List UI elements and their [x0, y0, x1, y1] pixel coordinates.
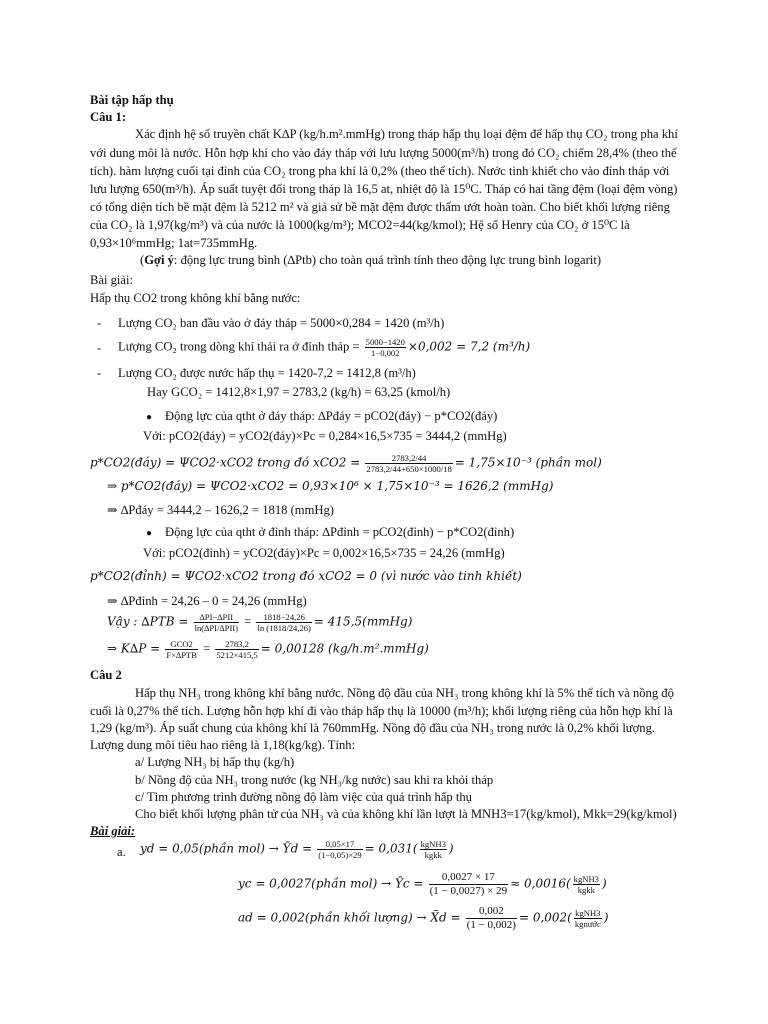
q2-task-a: a/ Lượng NH₃ bị hấp thụ (kg/h)	[135, 755, 295, 769]
formula-xd-fraction	[466, 905, 517, 932]
q1-paragraph-line: với dung môi là nước. Hỗn hợp khí cho vào đáy tháp với lưu lượng 5000(m³/h) trong đó CO₂ chiếm 28,4% (theo thể	[90, 146, 677, 160]
q1-paragraph-line: có tổng diện tích bề mặt đệm là 5212 m² và giả sử bề mặt đệm được thấm ướt hoàn toàn. Cho biết khối lượng riêng	[90, 200, 670, 214]
formula-xd	[238, 905, 608, 932]
bottom-delta-p: ⇒ ∆Pđáy = 3444,2 – 1626,2 = 1818 (mmHg)	[107, 503, 334, 517]
step-exhaust-co2	[118, 337, 530, 358]
q2-paragraph-line: Lượng dung môi tiêu hao riêng là 1,18(kg/kg). Tính:	[90, 738, 356, 752]
hint-text: : động lực trung bình (∆Ptb) cho toàn quá trình tính theo động lực trung bình logarit)	[173, 253, 602, 267]
question-2-heading: Câu 2	[90, 668, 122, 682]
unit-fraction	[420, 839, 447, 860]
q2-paragraph-line: Hấp thụ NH₃ trong không khí bằng nước. Nồng độ đầu của NH₃ trong không khí là 5% thể tích và nồng độ	[135, 686, 674, 700]
formula-xd-text: ad = 0,002(phần khối lượng) → X̄d =	[238, 910, 461, 925]
q1-paragraph-line: Xác định hệ số truyền chất K∆P (kg/h.m².mmHg) trong tháp hấp thụ loại đệm để hấp thụ CO₂ trong pha khí	[135, 127, 678, 141]
fraction-numerator: 0,0027 × 17	[429, 871, 508, 885]
formula-yc	[238, 871, 607, 898]
dot-bullet: ●	[146, 412, 153, 423]
step-absorbed-co2: Lượng CO₂ được nước hấp thụ = 1420-7,2 = 1412,8 (m³/h)	[118, 366, 416, 380]
formula-yd-text: yd = 0,05(phần mol) → Ȳd =	[140, 841, 313, 856]
top-partial-pressure: Với: pCO2(đỉnh) = yCO2(đáy)×Pc = 0,002×16,5×735 = 24,26 (mmHg)	[143, 546, 505, 560]
top-delta-p: ⇒ ∆Pđỉnh = 24,26 – 0 = 24,26 (mmHg)	[107, 594, 307, 608]
step-initial-co2: Lượng CO₂ ban đầu vào ở đáy tháp = 5000×0,284 = 1420 (m³/h)	[118, 316, 445, 330]
fraction-denominator: (1 − 0,0027) × 29	[429, 885, 508, 897]
q2-solution-label: Bài giải:	[90, 824, 136, 838]
fraction-denominator: (1−0,05)×29	[318, 850, 362, 860]
formula-yd-result: = 0,031(	[364, 841, 418, 856]
q2-task-c: c/ Tìm phương trình đường nồng độ làm việc của quá trình hấp thụ	[135, 790, 472, 804]
fraction-denominator: ln(∆PI/∆PII)	[194, 623, 239, 633]
q1-solution-intro: Hấp thụ CO2 trong không khí bằng nước:	[90, 291, 301, 305]
exhaust-co2-fraction	[365, 337, 406, 358]
k-formula-fraction	[165, 639, 198, 660]
k-label: ⇒ K∆P =	[107, 641, 161, 656]
fraction-numerator: kgNH3	[420, 839, 446, 849]
fraction-numerator: 5000−1420	[365, 337, 405, 347]
bottom-partial-pressure: Với: pCO2(đáy) = yCO2(đáy)×Pc = 0,284×16,5×735 = 3444,2 (mmHg)	[143, 429, 507, 443]
fraction-denominator: (1 − 0,002)	[466, 919, 516, 931]
fraction-denominator: ln (1818/24,26)	[257, 623, 311, 633]
formula-yc-result: ≈ 0,0016(	[510, 876, 571, 891]
fraction-denominator: 1−0,002	[371, 348, 400, 358]
equilibrium-bottom-value: ⇒ p*CO2(đáy) = ΨCO2·xCO2 = 0,93×10⁶ × 1,75×10⁻³ = 1626,2 (mmHg)	[107, 479, 554, 493]
equilibrium-top-eq: p*CO2(đỉnh) = ΨCO2·xCO2 trong đó xCO2 = 0 (vì nước vào tinh khiết)	[90, 569, 522, 583]
log-mean-delta-p: Vậy : ∆PTB = $\frac{\text{∆PI−∆PII}}{\text{ln(∆PI/∆PII)}}$ = $\frac{1818-24,26}{\ln (1818/24,26)}$ = 415,5(mmHg)	[107, 612, 413, 633]
unit-fraction	[573, 874, 600, 895]
fraction-numerator: 2783,2	[215, 639, 258, 650]
equilibrium-bottom-eq	[90, 453, 602, 474]
q1-solution-label: Bài giải:	[90, 273, 134, 287]
fraction-numerator: GCO2	[165, 639, 198, 650]
log-mean-value-fraction	[256, 612, 311, 633]
formula-xd-result: = 0,002(	[518, 910, 572, 925]
formula-yd-fraction	[317, 839, 362, 860]
bottom-driving-force: Động lực của qtht ở đáy tháp: ∆Pđáy = pCO2(đáy) − p*CO2(đáy)	[165, 409, 498, 423]
hint-label: Gợi ý	[144, 253, 174, 267]
fraction-denominator: kgkk	[577, 885, 595, 895]
log-mean-result: = 415,5(mmHg)	[313, 614, 413, 629]
q2-task-b: b/ Nồng độ của NH₃ trong nước (kg NH₃/kg nước) sau khi ra khỏi tháp	[135, 773, 494, 787]
formula-yd	[140, 839, 454, 860]
fraction-numerator: 1818−24,26	[256, 612, 311, 623]
step-gco2: Hay GCO₂ = 1412,8×1,97 = 2783,2 (kg/h) = 63,25 (kmol/h)	[147, 385, 451, 399]
q1-paragraph-line: của CO₂ là 1,97(kg/m³) và của nước là 1000(kg/m³); MCO2=44(kg/kmol); Hệ số Henry của CO₂ ở 15⁰C là	[90, 218, 630, 232]
top-driving-force: Động lực của qtht ở đỉnh tháp: ∆Pđỉnh = pCO2(đỉnh) − p*CO2(đỉnh)	[165, 525, 515, 539]
mole-fraction-result: = 1,75×10⁻³ (phần mol)	[454, 455, 602, 470]
dash-bullet: -	[97, 316, 102, 330]
closing-paren: )	[448, 841, 454, 856]
k-result: = 0,00128 (kg/h.m².mmHg)	[260, 641, 429, 656]
fraction-numerator: 0,05×17	[317, 839, 362, 850]
fraction-denominator: 2783,2/44+650×1000/18	[366, 464, 452, 474]
equilibrium-bottom-text: p*CO2(đáy) = ΨCO2·xCO2 trong đó xCO2 =	[90, 455, 361, 470]
fraction-denominator: 5212×415,5	[216, 650, 258, 660]
fraction-numerator: ∆PI−∆PII	[194, 612, 239, 623]
dash-bullet: -	[97, 366, 102, 380]
dash-bullet: -	[97, 341, 102, 355]
mole-fraction-fraction	[365, 453, 452, 474]
closing-paren: )	[603, 910, 609, 925]
mass-transfer-coefficient: ⇒ K∆P = $\frac{\text{GCO2}}{\text{F×∆PTB}}$ = $\frac{2783,2}{5212\times 415,5}$ = 0,00128 (kg/h.m².mmHg)	[107, 639, 429, 660]
fraction-numerator: 0,002	[466, 905, 517, 919]
fraction-denominator: kgkk	[424, 850, 442, 860]
exhaust-co2-result: ×0,002 = 7,2 (m³/h)	[407, 339, 531, 354]
formula-yc-fraction	[429, 871, 508, 898]
q2-paragraph-line: 1,29 (kg/m³). Áp suất chung của không khí là 760mmHg. Nồng độ đầu của NH₃ trong nước là 0,2% khối lượng.	[90, 721, 656, 735]
closing-paren: )	[601, 876, 607, 891]
fraction-numerator: kgNH3	[575, 908, 601, 918]
fraction-numerator: kgNH3	[573, 874, 599, 884]
formula-yc-text: yc = 0,0027(phần mol) → Ȳc =	[238, 876, 424, 891]
k-value-fraction	[215, 639, 258, 660]
log-mean-label: Vậy : ∆PTB =	[107, 614, 189, 629]
q2-paragraph-line: cuối là 0,27% thể tích. Lượng hỗn hợp khí đi vào tháp hấp thụ là 10000 (m³/h); khối lượng riêng của hỗn hợp khí là	[90, 704, 673, 718]
log-mean-formula-fraction	[194, 612, 239, 633]
q1-paragraph-line: 0,93×10⁶mmHg; 1at=735mmHg.	[90, 236, 258, 250]
document-title: Bài tập hấp thụ	[90, 93, 174, 107]
question-1-heading: Câu 1:	[90, 110, 127, 124]
fraction-numerator: 2783,2/44	[365, 453, 452, 464]
dot-bullet: ●	[146, 528, 153, 539]
q2-given-data: Cho biết khối lượng phân tử của NH₃ và của không khí lần lượt là MNH3=17(kg/kmol), Mkk=29(kg/kmol)	[135, 807, 677, 821]
fraction-denominator: F×∆PTB	[166, 650, 197, 660]
part-a-label: a.	[117, 845, 126, 859]
hint-line: (Gợi ý: động lực trung bình (∆Ptb) cho toàn quá trình tính theo động lực trung bình logarit)	[140, 253, 602, 267]
fraction-denominator: kgnước	[574, 919, 601, 929]
q1-paragraph-line: lưu lượng 650(m³/h). Áp suất tuyệt đối trong tháp là 16,5 at, nhiệt độ là 15⁰C. Tháp có hai tầng đệm (loại đệm vòng)	[90, 182, 678, 196]
exhaust-co2-text: Lượng CO₂ trong dòng khí thải ra ở đỉnh tháp =	[118, 339, 360, 354]
unit-fraction	[574, 908, 602, 929]
q1-paragraph-line: tích). hàm lượng cuối tại đỉnh của CO₂ trong pha khí là 0,2% (theo thể tích). Nước tinh khiết cho vào đỉnh tháp với	[90, 164, 670, 178]
